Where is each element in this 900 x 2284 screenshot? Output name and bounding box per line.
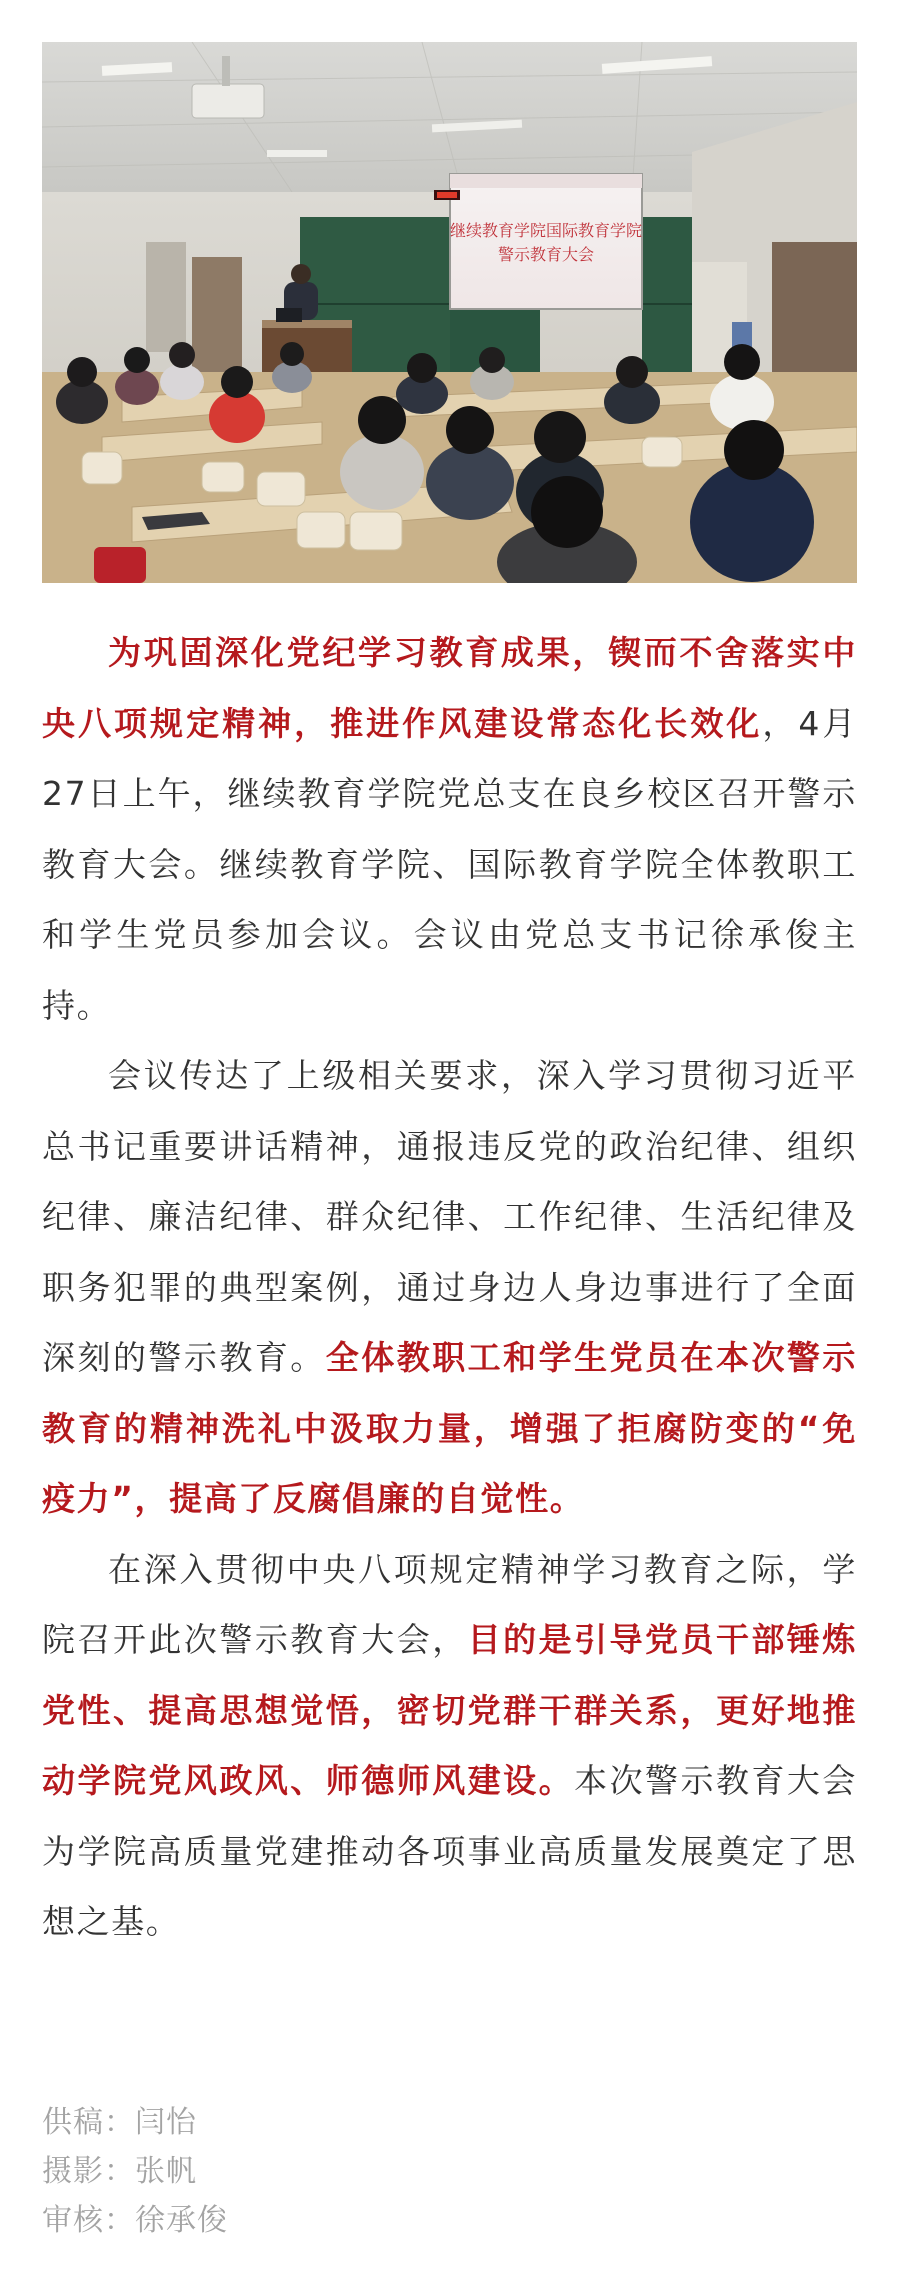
- paragraph-2-highlight: 全体教职工和学生党员在本次警示教育的精神洗礼中汲取力量，增强了拒腐防变的“免疫力”，提高了反腐倡廉的自觉性。: [42, 1338, 857, 1518]
- paragraph-2: [42, 1041, 857, 1535]
- article-credits: [42, 2098, 857, 2245]
- credit-photographer: 摄影：张帆: [42, 2154, 197, 2189]
- credit-reviewer: 审核：徐承俊: [42, 2203, 228, 2238]
- paragraph-3: [42, 1535, 857, 1958]
- paragraph-1-highlight: 为巩固深化党纪学习教育成果，锲而不舍落实中央八项规定精神，推进作风建设常态化长效化: [42, 633, 857, 743]
- article-body: [42, 618, 857, 1958]
- meeting-photo-illustration: [42, 42, 857, 583]
- paragraph-3-highlight: 目的是引导党员干部锤炼党性、提高思想觉悟，密切党群干群关系，更好地推动学院党风政风、师德师风建设。: [42, 1620, 857, 1800]
- paragraph-3-text-a: 在深入贯彻中央八项规定精神学习教育之际，学院召开此次警示教育大会，: [42, 1549, 857, 1659]
- credit-contributor: 供稿：闫怡: [42, 2105, 197, 2140]
- paragraph-1: [42, 618, 857, 1041]
- paragraph-3-text-b: 本次警示教育大会为学院高质量党建推动各项事业高质量发展奠定了思想之基。: [42, 1761, 857, 1941]
- paragraph-2-text: 会议传达了上级相关要求，深入学习贯彻习近平总书记重要讲话精神，通报违反党的政治纪律、组织纪律、廉洁纪律、群众纪律、工作纪律、生活纪律及职务犯罪的典型案例，通过身边人身边事进行了全面深刻的警示教育。: [42, 1056, 857, 1377]
- screen-title-line2: 警示教育大会: [497, 245, 595, 264]
- meeting-photo: [42, 42, 857, 583]
- paragraph-1-text: ，4月27日上午，继续教育学院党总支在良乡校区召开警示教育大会。继续教育学院、国际教育学院全体教职工和学生党员参加会议。会议由党总支书记徐承俊主持。: [42, 703, 858, 1025]
- screen-title-line1: 继续教育学院国际教育学院: [449, 221, 643, 240]
